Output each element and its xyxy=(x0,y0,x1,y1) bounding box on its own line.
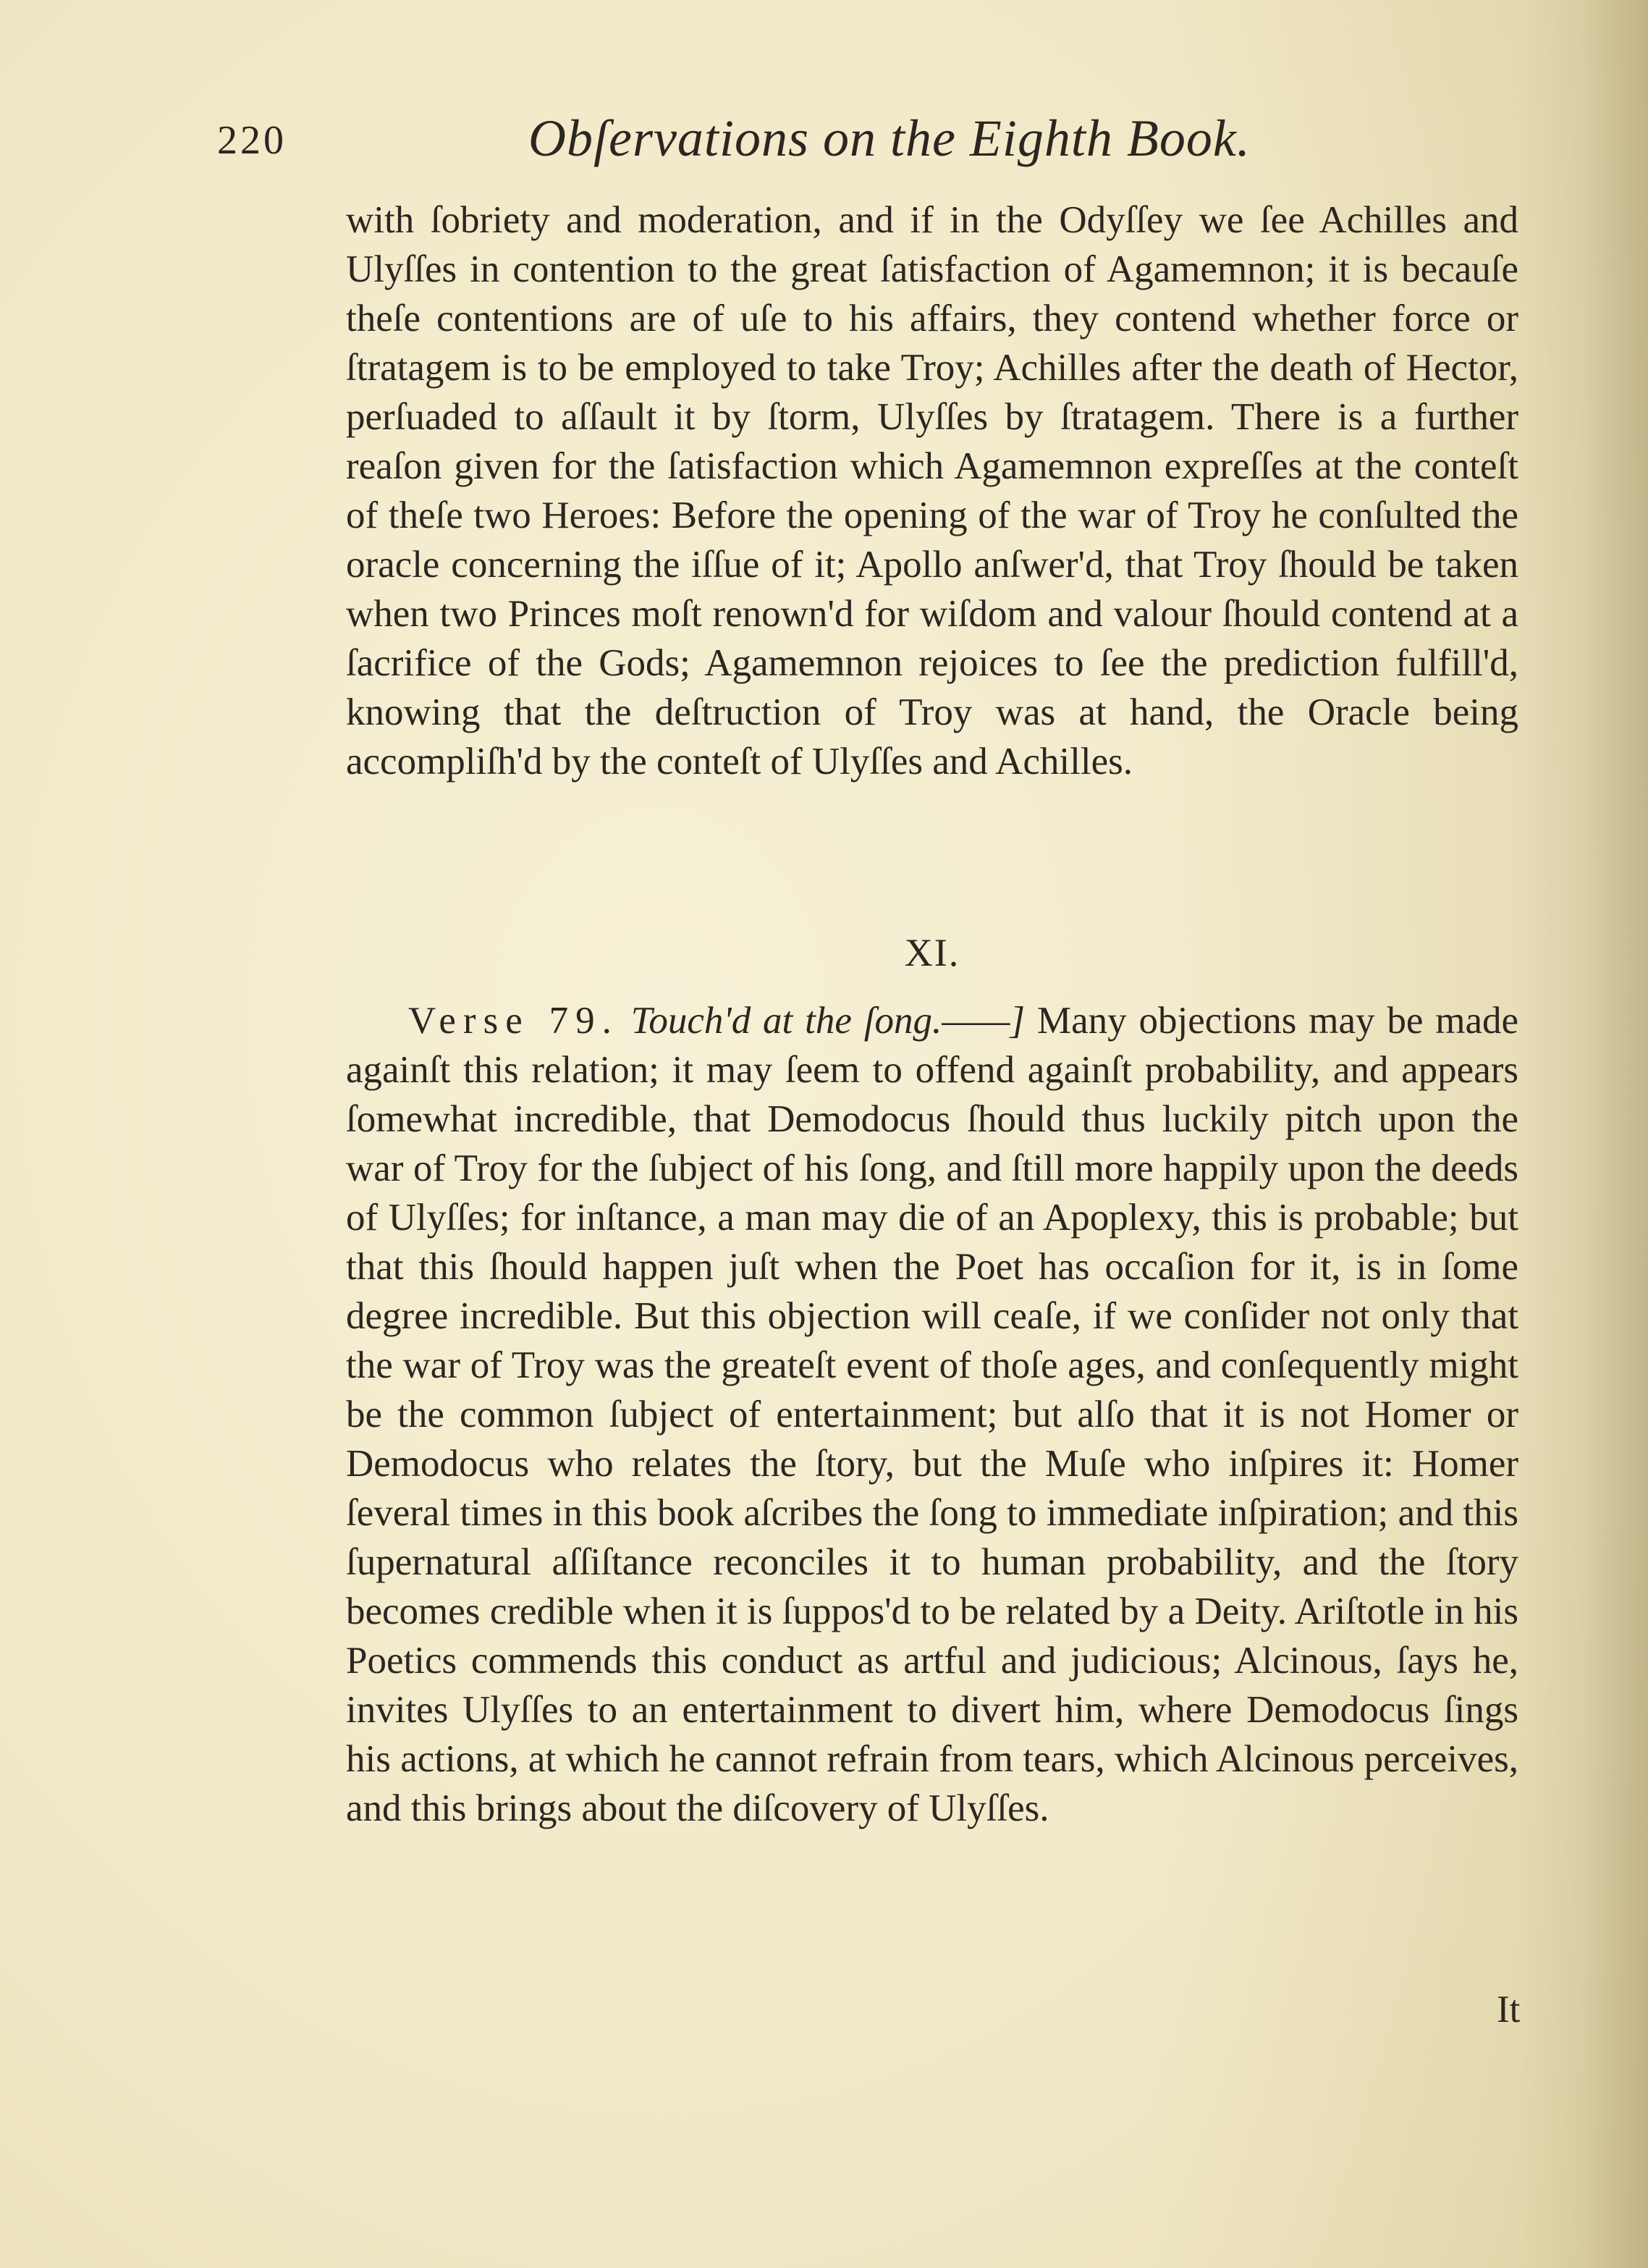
paragraph-2-container xyxy=(346,996,1518,1833)
running-title: Obſervations on the Eighth Book. xyxy=(528,109,1251,167)
page-gutter-shadow xyxy=(1583,0,1648,2268)
page-number: 220 xyxy=(217,118,287,163)
page-header xyxy=(217,109,1317,174)
lemma: Touch'd at the ſong.——] xyxy=(630,1000,1026,1042)
text-block-2 xyxy=(346,996,1518,1833)
paragraph-2: Many objections may be made againſt this relation; it may ſeem to offend againſt probability, and appears ſomewhat incredible, that Demodocus ſhould thus luckily pitch upon the war of Troy for the ſubject of his ſong, and ſtill more happily upon the deeds of Ulyſſes; for inſtance, a man may die of an Apoplexy, this is probable; but that this ſhould happen juſt when the Poet has occaſion for it, is in ſome degree incredible. But this objection will ceaſe, if we conſider not only that the war of Troy was the greateſt event of thoſe ages, and conſequently might be the common ſubject of entertainment; but alſo that it is not Homer or Demodocus who relates the ſtory, but the Muſe who inſpires it: Homer ſeveral times in this book aſcribes the ſong to immediate inſpiration; and this ſupernatural aſſiſtance reconciles it to human probability, and the ſtory becomes credible when it is ſuppos'd to be related by a Deity. Ariſtotle in his Poetics commends this conduct as artful and judicious; Alcinous, ſays he, invites Ulyſſes to an entertainment to divert him, where Demodocus ſings his actions, at which he cannot refrain from tears, which Alcinous perceives, and this brings about the diſcovery of Ulyſſes. xyxy=(346,1000,1519,1829)
paragraph-1: with ſobriety and moderation, and if in the Odyſſey we ſee Achilles and Ulyſſes in contention to the great ſatisfaction of Agamemnon; it is becauſe theſe contentions are of uſe to his affairs, they contend whether force or ſtratagem is to be employed to take Troy; Achilles after the death of Hector, perſuaded to aſſault it by ſtorm, Ulyſſes by ſtratagem. There is a further reaſon given for the ſatisfaction which Agamemnon expreſſes at the conteſt of theſe two Heroes: Before the opening of the war of Troy he conſulted the oracle concerning the iſſue of it; Apollo anſwer'd, that Troy ſhould be taken when two Princes moſt renown'd for wiſdom and valour ſhould contend at a ſacrifice of the Gods; Agamemnon rejoices to ſee the prediction fulfill'd, knowing that the deſtruction of Troy was at hand, the Oracle being accompliſh'd by the conteſt of Ulyſſes and Achilles. xyxy=(346,199,1518,783)
catchword: It xyxy=(1497,1989,1521,2031)
section-numeral: XI. xyxy=(904,931,960,974)
text-block-1 xyxy=(346,195,1518,786)
verse-reference: Verse 79. xyxy=(408,1000,619,1042)
